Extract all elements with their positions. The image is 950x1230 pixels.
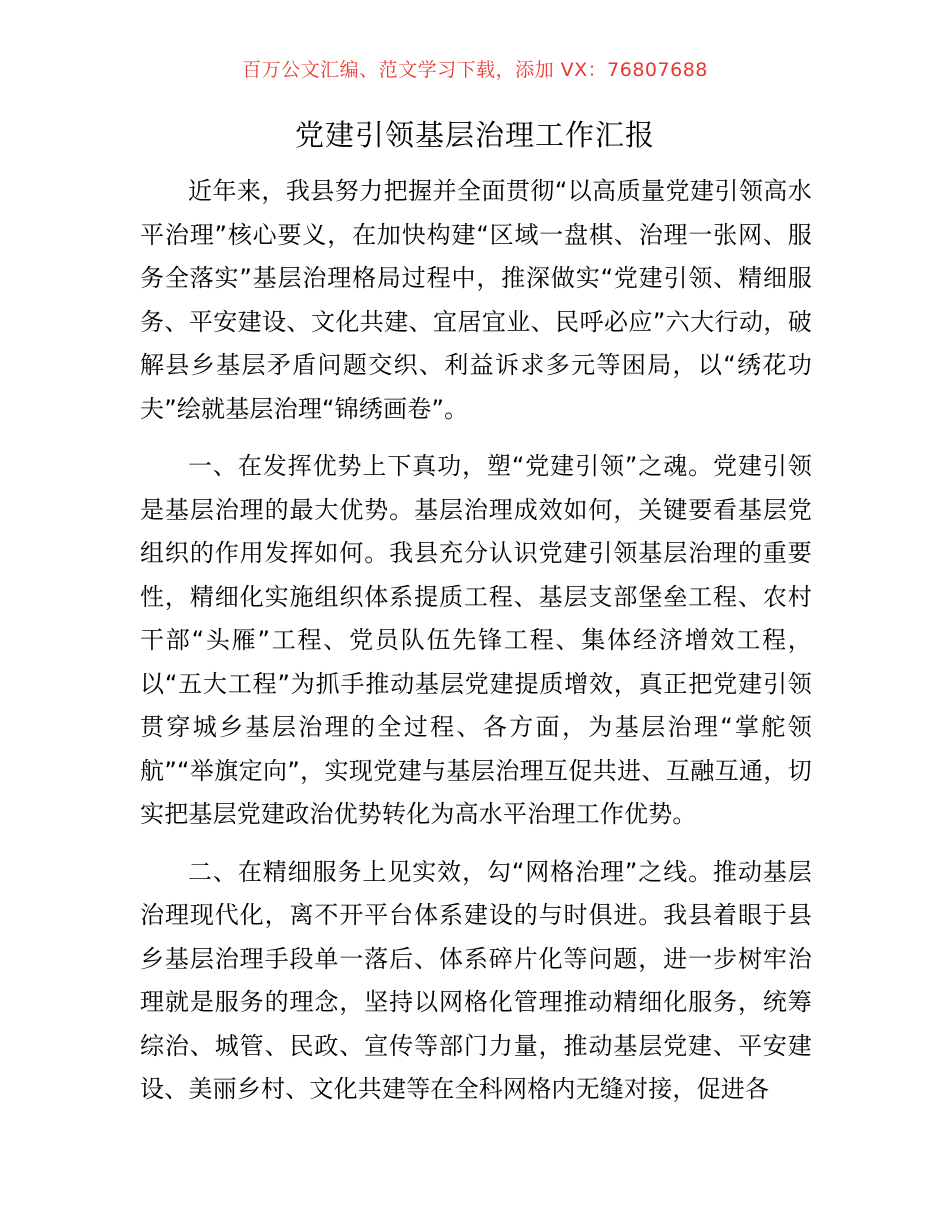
document-body	[140, 170, 812, 1126]
document-title: 党建引领基层治理工作汇报	[294, 118, 655, 152]
paragraph-section-two: 二、在精细服务上见实效，勾“网格治理”之线。推动基层治理现代化，离不开平台体系建设的与时俱进。我县着眼于县乡基层治理手段单一落后、体系碎片化等问题，进一步树牢治理就是服务的理念，坚持以网格化管理推动精细化服务，统筹综治、城管、民政、宣传等部门力量，推动基层党建、平安建设、美丽乡村、文化共建等在全科网格内无缝对接，促进各	[140, 857, 812, 1103]
header-banner: 百万公文汇编、范文学习下载，添加 VX：76807688	[242, 59, 708, 81]
paragraph-intro: 近年来，我县努力把握并全面贯彻“以高质量党建引领高水平治理”核心要义，在加快构建“区域一盘棋、治理一张网、服务全落实”基层治理格局过程中，推深做实“党建引领、精细服务、平安建设、文化共建、宜居宜业、民呼必应”六大行动，破解县乡基层矛盾问题交织、利益诉求多元等困局，以“绣花功夫”绘就基层治理“锦绣画卷”。	[140, 177, 812, 423]
paragraph-section-one: 一、在发挥优势上下真功，塑“党建引领”之魂。党建引领是基层治理的最大优势。基层治理成效如何，关键要看基层党组织的作用发挥如何。我县充分认识党建引领基层治理的重要性，精细化实施组织体系提质工程、基层支部堡垒工程、农村干部“头雁”工程、党员队伍先锋工程、集体经济增效工程，以“五大工程”为抓手推动基层党建提质增效，真正把党建引领贯穿城乡基层治理的全过程、各方面，为基层治理“掌舵领航”“举旗定向”，实现党建与基层治理互促共进、互融互通，切实把基层党建政治优势转化为高水平治理工作优势。	[140, 452, 812, 828]
